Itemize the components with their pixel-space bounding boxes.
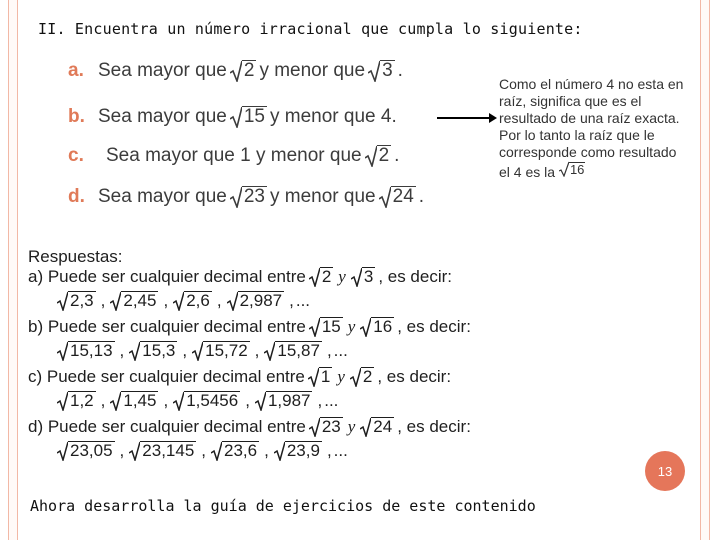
answer-ellipsis: ... bbox=[333, 341, 348, 360]
sqrt-high: 16 bbox=[360, 317, 394, 337]
sqrt-value: 2,6 bbox=[173, 291, 212, 311]
value-separator: , bbox=[289, 291, 294, 310]
answer-intro: d) Puede ser cualquier decimal entre bbox=[28, 417, 306, 436]
sqrt-value: 1,987 bbox=[255, 391, 313, 411]
answer-outro: , es decir: bbox=[377, 367, 452, 386]
page-number: 13 bbox=[645, 451, 685, 491]
sqrt-value: 15,3 bbox=[129, 341, 177, 361]
note-sqrt: 16 bbox=[559, 161, 585, 177]
sqrt-value: 15,72 bbox=[192, 341, 250, 361]
exercise-mid: y menor que 4. bbox=[270, 106, 397, 127]
answer-values bbox=[54, 391, 338, 411]
sqrt-high: 2 bbox=[350, 367, 374, 387]
note-text: Como el número 4 no esta en raíz, significa que es el resultado de una raíz exacta. Por lo tanto la raíz que le corresponde como resultado el 4 es la bbox=[499, 76, 684, 180]
value-separator: , bbox=[100, 291, 106, 310]
sqrt-high: 3 bbox=[351, 267, 375, 287]
answer-intro: b) Puede ser cualquier decimal entre bbox=[28, 317, 306, 336]
value-separator: , bbox=[326, 341, 332, 360]
sqrt-value: 23,05 bbox=[57, 441, 115, 461]
answer-statement bbox=[28, 417, 471, 437]
exercise-end: . bbox=[397, 60, 403, 81]
footer-instruction: Ahora desarrolla la guía de ejercicios de este contenido bbox=[30, 497, 536, 515]
sqrt-low: 23 bbox=[230, 186, 267, 208]
value-separator: , bbox=[201, 441, 207, 460]
value-separator: , bbox=[326, 441, 332, 460]
sqrt-value: 2,987 bbox=[227, 291, 285, 311]
exercise-end: . bbox=[394, 145, 400, 166]
answer-connector: y bbox=[338, 267, 346, 286]
answer-values bbox=[54, 341, 348, 361]
sqrt-value: 1,2 bbox=[57, 391, 96, 411]
exercise-prefix: Sea mayor que bbox=[98, 60, 227, 81]
exercise-prefix: Sea mayor que bbox=[98, 186, 227, 207]
slide-frame-right bbox=[700, 0, 710, 540]
sqrt-value: 23,9 bbox=[274, 441, 322, 461]
answer-outro: , es decir: bbox=[397, 317, 471, 336]
answer-connector: y bbox=[337, 367, 345, 386]
answer-ellipsis: ... bbox=[333, 441, 348, 460]
sqrt-value: 2,45 bbox=[110, 291, 158, 311]
exercise-c bbox=[68, 145, 399, 167]
answer-values bbox=[54, 441, 348, 461]
answer-ellipsis: ... bbox=[324, 391, 339, 410]
sqrt-value: 1,45 bbox=[110, 391, 158, 411]
sqrt-low: 2 bbox=[230, 60, 257, 82]
arrow-icon bbox=[437, 112, 497, 124]
exercise-d bbox=[68, 186, 424, 208]
exercise-prefix: Sea mayor que 1 y menor que bbox=[106, 145, 362, 166]
explanation-note bbox=[499, 76, 689, 181]
sqrt-high: 2 bbox=[365, 145, 392, 167]
value-separator: , bbox=[119, 441, 125, 460]
exercise-prefix: Sea mayor que bbox=[98, 106, 227, 127]
answer-connector: y bbox=[347, 317, 356, 336]
answer-statement bbox=[28, 367, 451, 387]
answers-title: Respuestas: bbox=[28, 247, 123, 266]
value-separator: , bbox=[245, 391, 250, 410]
answer-ellipsis: ... bbox=[295, 291, 311, 310]
sqrt-value: 23,6 bbox=[211, 441, 259, 461]
exercise-letter: b. bbox=[68, 106, 85, 127]
sqrt-value: 15,13 bbox=[57, 341, 115, 361]
sqrt-low: 2 bbox=[309, 267, 333, 287]
sqrt-low: 15 bbox=[309, 317, 343, 337]
sqrt-low: 1 bbox=[308, 367, 332, 387]
page-heading: II. Encuentra un número irracional que cumpla lo siguiente: bbox=[38, 20, 583, 38]
slide-frame-left bbox=[8, 0, 18, 540]
value-separator: , bbox=[182, 341, 188, 360]
sqrt-high: 24 bbox=[379, 186, 416, 208]
answer-outro: , es decir: bbox=[397, 417, 471, 436]
exercise-letter: c. bbox=[68, 145, 84, 166]
exercise-end: . bbox=[418, 186, 425, 207]
value-separator: , bbox=[254, 341, 260, 360]
value-separator: , bbox=[317, 391, 323, 410]
sqrt-low: 15 bbox=[230, 106, 267, 128]
exercise-b bbox=[68, 106, 397, 128]
sqrt-high: 24 bbox=[360, 417, 394, 437]
exercise-letter: d. bbox=[68, 186, 85, 207]
exercise-mid: y menor que bbox=[259, 60, 366, 81]
sqrt-value: 1,5456 bbox=[173, 391, 240, 411]
value-separator: , bbox=[264, 441, 269, 460]
sqrt-value: 23,145 bbox=[129, 441, 196, 461]
value-separator: , bbox=[216, 291, 222, 310]
value-separator: , bbox=[163, 291, 169, 310]
sqrt-value: 2,3 bbox=[57, 291, 96, 311]
answer-outro: , es decir: bbox=[378, 267, 453, 286]
sqrt-low: 23 bbox=[309, 417, 343, 437]
value-separator: , bbox=[100, 391, 106, 410]
exercise-a bbox=[68, 60, 403, 82]
sqrt-value: 15,87 bbox=[264, 341, 322, 361]
answer-connector: y bbox=[347, 417, 356, 436]
answer-statement bbox=[28, 267, 452, 287]
sqrt-high: 3 bbox=[368, 60, 395, 82]
exercise-mid: y menor que bbox=[270, 186, 376, 207]
answer-statement bbox=[28, 317, 471, 337]
exercise-letter: a. bbox=[68, 60, 84, 81]
value-separator: , bbox=[119, 341, 125, 360]
answer-intro: c) Puede ser cualquier decimal entre bbox=[28, 367, 305, 386]
answer-intro: a) Puede ser cualquier decimal entre bbox=[28, 267, 306, 286]
answer-values bbox=[54, 291, 310, 311]
value-separator: , bbox=[163, 391, 169, 410]
